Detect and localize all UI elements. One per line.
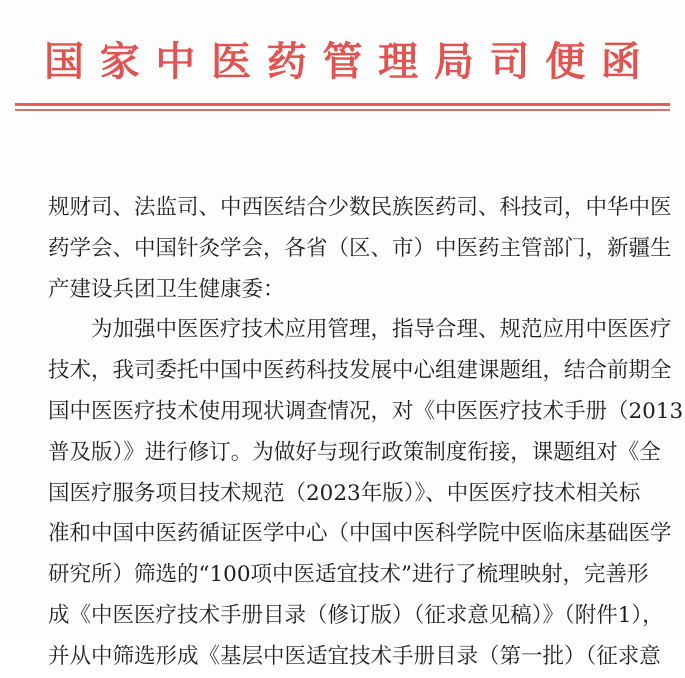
letterhead-rule-thin xyxy=(15,109,670,111)
letterhead-char: 药 xyxy=(266,38,307,85)
body-line: 准和中国中医药循证医学中心（中国中医科学院中医临床基础医学 xyxy=(48,521,672,547)
addressee-line: 产建设兵团卫生健康委： xyxy=(48,276,285,302)
body-line: 并从中筛选形成《基层中医适宜技术手册目录（第一批）（征求意 xyxy=(48,643,661,669)
addressee-line: 药学会、中国针灸学会，各省（区、市）中医药主管部门，新疆生 xyxy=(48,235,672,261)
body-line: 研究所）筛选的“100项中医适宜技术”进行了梳理映射，完善形 xyxy=(48,562,649,588)
body-line: 国医疗服务项目技术规范（2023年版）》、中医医疗技术相关标 xyxy=(48,480,641,506)
body-line: 为加强中医医疗技术应用管理，指导合理、规范应用中医医疗 xyxy=(48,317,672,343)
letterhead-char: 司 xyxy=(489,38,530,85)
document-body xyxy=(48,188,684,678)
letterhead-char: 家 xyxy=(99,38,140,85)
body-line: 普及版）》进行修订。为做好与现行政策制度衔接，课题组对《全 xyxy=(48,439,661,465)
letterhead-char: 局 xyxy=(433,38,474,85)
letterhead-title xyxy=(40,38,645,86)
body-line: 成《中医医疗技术手册目录（修订版）（征求意见稿）》（附件1）， xyxy=(48,602,664,628)
letterhead-char: 中 xyxy=(155,38,196,85)
addressee-line: 规财司、法监司、中西医结合少数民族医药司、科技司，中华中医 xyxy=(48,195,672,220)
letterhead-char: 便 xyxy=(545,38,586,85)
letterhead-char: 医 xyxy=(211,38,252,85)
letterhead-char: 管 xyxy=(322,38,363,85)
letterhead-char: 函 xyxy=(600,38,641,85)
body-line: 国中医医疗技术使用现状调查情况，对《中医医疗技术手册（2013 xyxy=(48,398,684,424)
letterhead-char: 国 xyxy=(44,38,84,85)
letterhead-char: 理 xyxy=(378,38,419,85)
letterhead-rule-thick xyxy=(15,103,670,106)
body-line: 技术，我司委托中国中医药科技发展中心组建课题组，结合前期全 xyxy=(48,358,672,384)
